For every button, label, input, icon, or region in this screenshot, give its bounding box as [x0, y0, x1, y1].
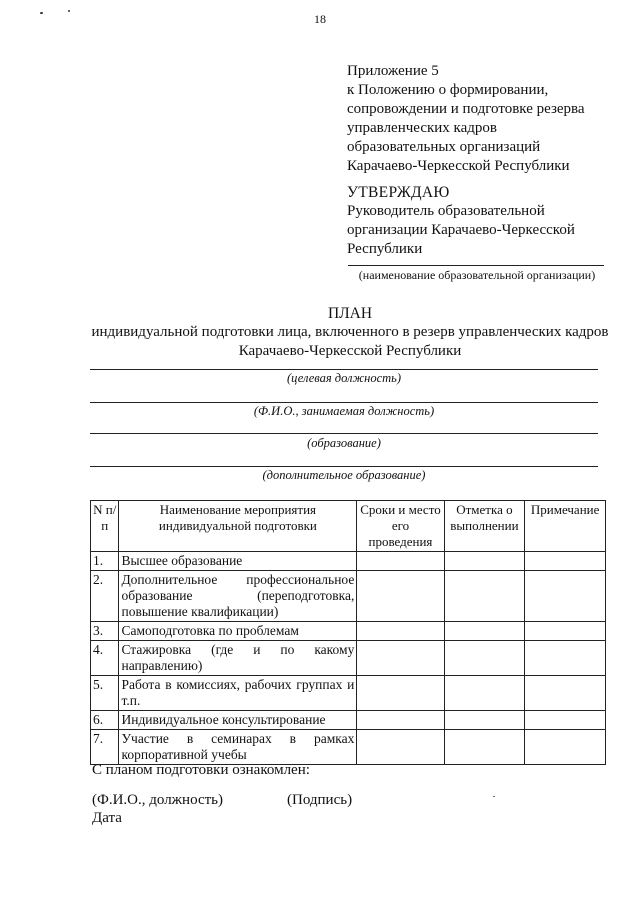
row-completion-cell[interactable] [444, 622, 525, 641]
row-num: 4. [91, 641, 119, 676]
additional-education-caption: (дополнительное образование) [262, 468, 426, 482]
appendix-line: образовательных организаций [347, 139, 541, 155]
row-note-cell[interactable] [525, 641, 606, 676]
row-num: 5. [91, 676, 119, 711]
title-line: Карачаево-Черкесской Республики [238, 343, 462, 359]
row-completion-cell[interactable] [444, 676, 525, 711]
appendix-line: управленческих кадров [347, 120, 497, 136]
row-name: Индивидуальное консультирование [119, 711, 357, 730]
appendix-line: Приложение 5 [347, 63, 439, 79]
row-name: Дополнительное профессиональное образование (переподготовка, повышение квалификации) [119, 571, 357, 622]
org-name-line [348, 265, 604, 266]
row-completion-cell[interactable] [444, 552, 525, 571]
page-number: 18 [314, 12, 326, 26]
education-caption: (образование) [307, 436, 381, 450]
row-time-place-cell[interactable] [357, 571, 444, 622]
row-note-cell[interactable] [525, 676, 606, 711]
table-row [91, 552, 606, 571]
header-completion-mark: Отметка о выполнении [444, 501, 525, 552]
appendix-line: сопровождении и подготовке резерва [347, 101, 585, 117]
table-row [91, 641, 606, 676]
row-num: 7. [91, 730, 119, 765]
row-time-place-cell[interactable] [357, 641, 444, 676]
header-note: Примечание [525, 501, 606, 552]
row-time-place-cell[interactable] [357, 711, 444, 730]
appendix-line: Карачаево-Черкесской Республики [347, 158, 570, 174]
row-note-cell[interactable] [525, 730, 606, 765]
title-line: ПЛАН [327, 305, 373, 322]
row-time-place-cell[interactable] [357, 622, 444, 641]
row-name: Стажировка (где и по какому направлению) [119, 641, 357, 676]
appendix-block [347, 62, 637, 176]
target-position-caption: (целевая должность) [286, 371, 401, 385]
table-row [91, 571, 606, 622]
approval-line: Республики [347, 241, 423, 257]
additional-education-line [90, 466, 598, 467]
scan-speck [493, 796, 495, 797]
title-line: индивидуальной подготовки лица, включенного в резерв управленческих кадров [91, 324, 609, 340]
acknowledgement-text: С планом подготовки ознакомлен: [92, 762, 310, 778]
row-time-place-cell[interactable] [357, 552, 444, 571]
table-row [91, 676, 606, 711]
approval-line: Руководитель образовательной [347, 203, 545, 219]
row-num: 3. [91, 622, 119, 641]
row-time-place-cell[interactable] [357, 676, 444, 711]
row-num: 6. [91, 711, 119, 730]
row-completion-cell[interactable] [444, 571, 525, 622]
signature-fio-label: (Ф.И.О., должность) [92, 792, 223, 808]
header-time-place: Сроки и место его проведения [357, 501, 444, 552]
signature-sign-label: (Подпись) [287, 792, 353, 808]
plan-table [90, 500, 606, 765]
row-completion-cell[interactable] [444, 711, 525, 730]
target-position-line [90, 369, 598, 370]
approval-heading: УТВЕРЖДАЮ [347, 184, 450, 201]
fio-position-caption: (Ф.И.О., занимаемая должность) [253, 404, 435, 418]
row-num: 2. [91, 571, 119, 622]
row-name: Участие в семинарах в рамках корпоративной учебы [119, 730, 357, 765]
row-note-cell[interactable] [525, 711, 606, 730]
row-name: Работа в комиссиях, рабочих группах и т.п. [119, 676, 357, 711]
appendix-line: к Положению о формировании, [347, 82, 549, 98]
row-time-place-cell[interactable] [357, 730, 444, 765]
row-num: 1. [91, 552, 119, 571]
date-label: Дата [92, 810, 122, 826]
header-num: N п/п [91, 501, 119, 552]
table-row [91, 711, 606, 730]
approval-block [347, 183, 637, 259]
row-name: Высшее образование [119, 552, 357, 571]
org-name-caption: (наименование образовательной организации) [358, 268, 596, 282]
row-completion-cell[interactable] [444, 730, 525, 765]
fio-position-line [90, 402, 598, 403]
row-completion-cell[interactable] [444, 641, 525, 676]
header-name: Наименование мероприятия индивидуальной подготовки [119, 501, 357, 552]
table-row [91, 622, 606, 641]
row-note-cell[interactable] [525, 622, 606, 641]
document-title [60, 304, 640, 361]
row-note-cell[interactable] [525, 571, 606, 622]
row-name: Самоподготовка по проблемам [119, 622, 357, 641]
approval-line: организации Карачаево-Черкесской [347, 222, 575, 238]
table-header-row [91, 501, 606, 552]
row-note-cell[interactable] [525, 552, 606, 571]
table-row [91, 730, 606, 765]
education-line [90, 433, 598, 434]
